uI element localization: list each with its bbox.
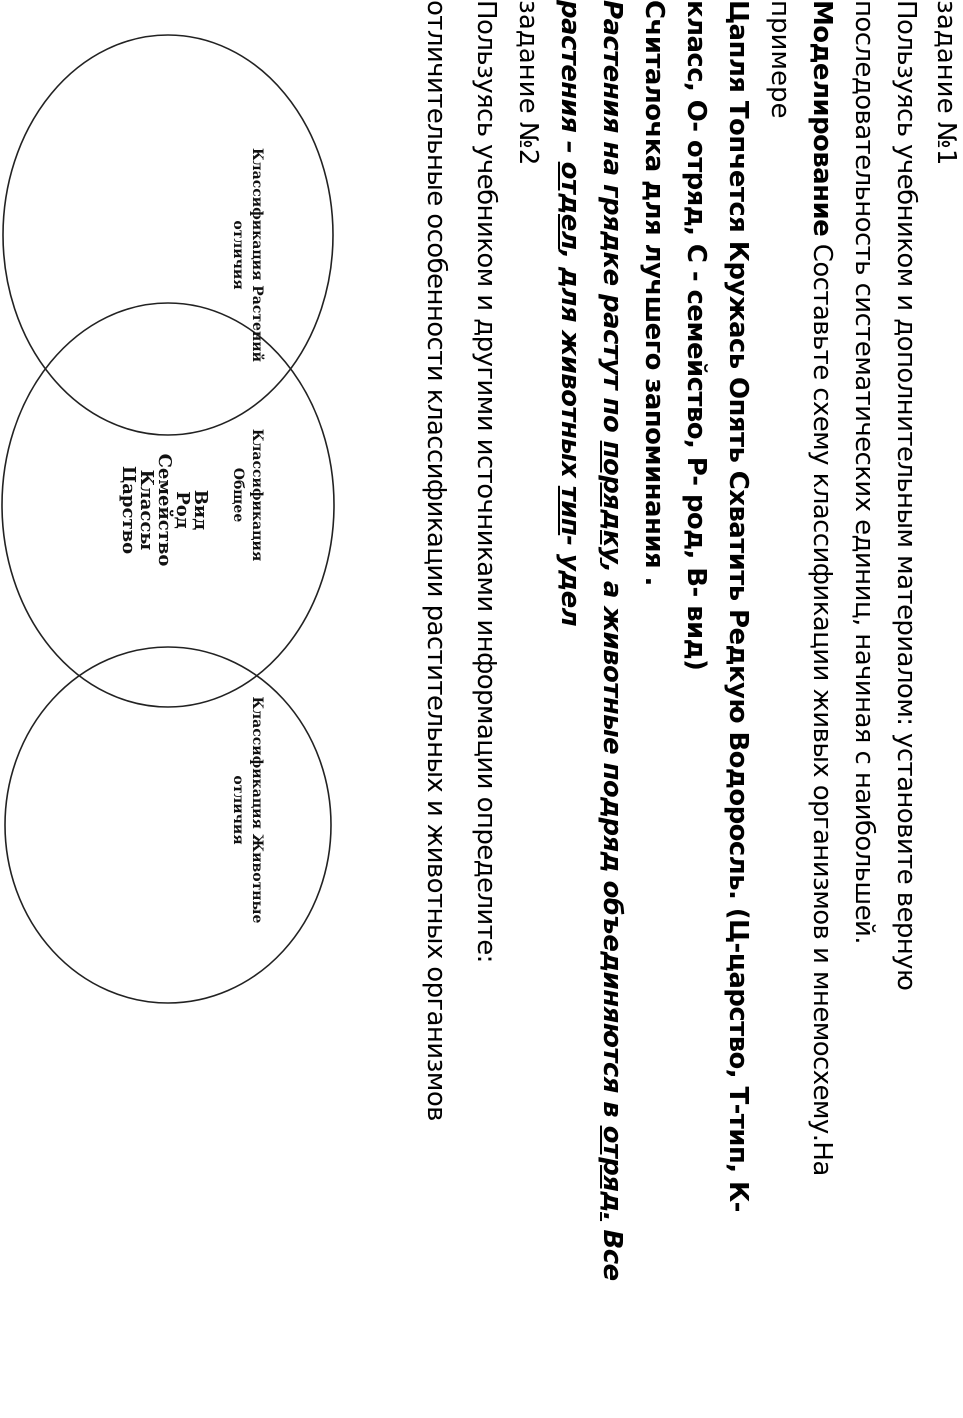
plants-rule-text: , а животные подряд объединяются в: [597, 563, 627, 1126]
modeling-text: Составьте схему классификации живых организмов и мнемосхему.На: [807, 236, 837, 1176]
plants-rule-text: Растения на грядке растут по: [597, 0, 627, 441]
rank-item: Царство: [118, 465, 139, 555]
rank-item: Вид: [190, 489, 211, 531]
plants-rule-text: Все: [597, 1221, 627, 1281]
venn-circle-animals: [5, 647, 331, 1003]
task2-heading: задание №2: [513, 0, 543, 166]
animals-circle-title: Классификация Животные: [249, 696, 265, 924]
counting-rhyme: Считалочка для лучшего запоминания .: [639, 0, 669, 586]
plants-rule-text: - удел: [555, 535, 585, 627]
venn-circle-plants: [3, 35, 333, 435]
plants-rule-text: , для животных: [555, 249, 585, 486]
animals-circle-subtitle: отличия: [230, 775, 246, 845]
rank-item: Семейство: [154, 453, 175, 567]
rank-item: Род: [172, 491, 193, 529]
plants-rule-text: растения –: [555, 0, 585, 162]
underlined-term-squad: отряд.: [597, 1125, 627, 1222]
task1-instruction-line2: последовательность систематических единиц, начиная с наибольшей.: [849, 0, 879, 944]
rank-item: Классы: [136, 469, 157, 551]
task1-modeling-line2: примере: [765, 0, 795, 119]
modeling-term: Моделирование: [807, 0, 837, 237]
task1-heading: задание №1: [931, 0, 961, 166]
underlined-term-type: тип: [555, 485, 585, 536]
common-circle-subtitle: Общее: [230, 467, 246, 523]
plants-circle-title: Классификация Растений: [249, 148, 265, 362]
plants-circle-subtitle: отличия: [230, 220, 246, 290]
common-circle-title: Классификация: [249, 428, 265, 562]
task2-line1: Пользуясь учебником и другими источниками информации определите:: [471, 0, 501, 963]
task2-line2: отличительные особенности классификации растительных и животных организмов: [421, 0, 451, 1121]
mnemonic-line1: Цапля Топчется Кружась Опять Схватить Редкую Водоросль. (Ц-царство, Т-тип, К-: [723, 0, 753, 1212]
underlined-term-order: порядку: [597, 440, 627, 564]
task1-instruction-line1: Пользуясь учебником и дополнительным материалом: установите верную: [891, 0, 921, 991]
underlined-term-division: отдел: [555, 161, 585, 250]
mnemonic-line2: класс, О- отряд, С - семейство, Р- род, В- вид): [681, 0, 711, 671]
